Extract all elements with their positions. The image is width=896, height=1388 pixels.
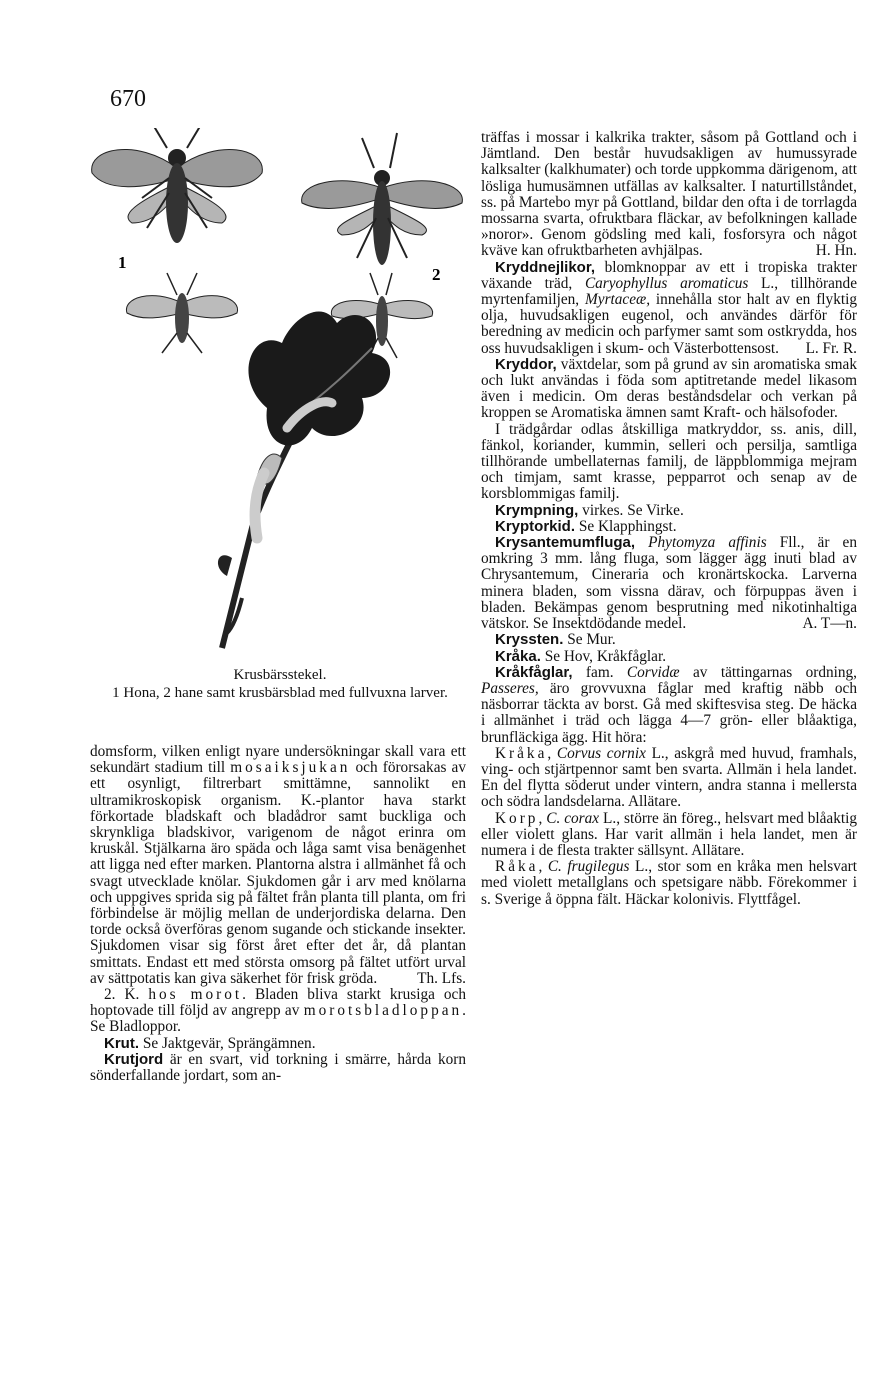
entry-krakfaglar: Kråkfåglar, fam. Corvidæ av tättingarnas ordning, Passeres, äro grovvuxna fåglar med kraftig näbb och näsborrar täckta av borst. Gå med skiftesvisa steg. De häcka i allmänhet i träd och lägga 4—7 grön- eller blåaktiga, brunfläckiga ägg. Hit höra: (481, 663, 857, 746)
male-wasp-large (302, 133, 463, 265)
entry-kryddor: Kryddor, växtdelar, som på grund av sin aromatiska smak och lukt användas i föda som aptitretande medel likasom även i medicin. Om deras beståndsdelar och verkan på kroppen se Aromatiska ämnen samt Kraft- och hälsofoder. (481, 355, 857, 422)
female-wasp-small (126, 273, 237, 353)
entry-kraka: Kråka. Se Hov, Kråkfåglar. (495, 647, 667, 665)
female-wasp-large (92, 128, 263, 243)
entry-krympning: Krympning, virkes. Se Virke. (495, 501, 684, 519)
signature: Th. Lfs. (417, 969, 466, 987)
sawfly-illustration (82, 128, 482, 728)
entry-krut: Krut. Se Jaktgevär, Sprängämnen. (104, 1034, 316, 1052)
species-raka: Råka, C. frugilegus L., stor som en kråka men helsvart med violett metallglans och spetsigare näbb. Förekommer i s. Sverige å öppna fält. Häckar kolonivis. Flyttfågel. (481, 858, 858, 908)
caption-title: Krusbärsstekel. (233, 667, 327, 683)
figure-label-2: 2 (432, 265, 441, 284)
page-number: 670 (110, 86, 146, 112)
entry-krysantemumfluga: Krysantemumfluga, Phytomyza affinis Fll., är en omkring 3 mm. lång fluga, som lägger ägg inuti blad av Chrysantemum, Cineraria och kronärtskocka. Larverna minera bladen, som vissna därav, och förpuppas även i bladen. Bekämpas genom besprutning med nikotinhaltiga vätskor. Se Insektdödande medel. A. T—n. (481, 534, 857, 633)
paragraph-morot: 2. K. hos morot. Bladen bliva starkt krusiga och hoptovade till följd av angrepp av morotsbladloppan. Se Bladloppor. (90, 986, 466, 1036)
paragraph-krutjord-cont: träffas i mossar i kalkrika trakter, såsom på Gottland och i Jämtland. Den består huvudsakligen av humussyrade kalksalter (kalkhumater) och torde uppkomma därigenom, att lösliga humusämnen utfällas av kalksalter. I naturtillståndet, ss. på Martebo myr på Gottland, bildar den ofta i de torrlagda mossarna svarta, ofruktbara fläckar, av befolkningen kallade »noror». Genom gödsling med kali, fosforsyra och något kväve kan ofruktbarheten avhjälpas. H. Hn. (481, 129, 857, 260)
species-korp: Korp, C. corax L., större än föreg., helsvart med blåaktig eller violett glans. Har varit allmän i hela landet, men är numera i de flesta trakter sällsynt. Allätare. (481, 809, 857, 859)
figure-label-1: 1 (118, 253, 127, 272)
paragraph-kryddor-2: I trädgårdar odlas åtskilliga matkryddor, ss. anis, dill, fänkol, koriander, kummin, selleri och persilja, samtliga tillhörande umbellaternas familj, de läppblommiga mejram och timjam, samt krasse, pepparrot och senap av de korsblommigas familj. (481, 420, 857, 503)
insect-and-leaf-drawing (82, 128, 482, 668)
entry-kryptorkid: Kryptorkid. Se Klapphingst. (495, 517, 677, 535)
species-kraka: Kråka, Corvus cornix L., askgrå med huvud, framhals, ving- och stjärtpennor samt ben svarta. Allmän i hela landet. En del flytta söderut under vintern, andra stanna i mellersta och södra landsdelarna. Allätare. (481, 744, 857, 811)
right-column (481, 130, 857, 908)
paragraph-mosaik: domsform, vilken enligt nyare undersökningar skall vara ett sekundärt stadium till mosaiksjukan och förorsakas av ett osynligt, filtrerbart smittämne, sannolikt en ultramikroskopisk organism. K.-plantor hava starkt förkortade bladskaft och bladådror samt buckliga och skrynkliga bladskivor, varigenom de något erinra om kruskål. Stjälkarna äro späda och låga samt visa benägenhet att ligga ned efter marken. Plantorna alstra i allmänhet få och svagt utvecklade knölar. Sjukdomen går i arv med knölarna och uppgives sprida sig på fältet från planta till planta, om fri förbindelse är möjlig mellan de underjordiska delarna. Den torde också överföras genom sugande och stickande insekter. Sjukdomen visar sig först året efter det år, då plantan smittats. Endast ett med största omsorg på fältet utfört urval av sättpotatis kan giva säkerhet för frisk gröda. Th. Lfs. (90, 743, 466, 987)
gooseberry-leaf-with-larvae (218, 312, 390, 648)
entry-kryssten: Kryssten. Se Mur. (495, 631, 616, 649)
entry-kryddnejlikor: Kryddnejlikor, blomknoppar av ett i tropiska trakter växande träd, Caryophyllus aromaticus L., tillhörande myrtenfamiljen, Myrtaceæ, innehålla stor halt av en flyktig olja, huvudsakligen eugenol, och användes därför för beredning av medicin och parfymer samt som ostkrydda, hos oss huvudsakligen i skum- och Västerbottensost. L. Fr. R. (481, 258, 858, 357)
entry-krutjord: Krutjord är en svart, vid torkning i smärre, hårda korn sönderfallande jordart, som an- (90, 1050, 466, 1085)
left-column (90, 744, 466, 1084)
figure-caption (90, 666, 470, 702)
caption-text: 1 Hona, 2 hane samt krusbärsblad med fullvuxna larver. (112, 685, 448, 701)
